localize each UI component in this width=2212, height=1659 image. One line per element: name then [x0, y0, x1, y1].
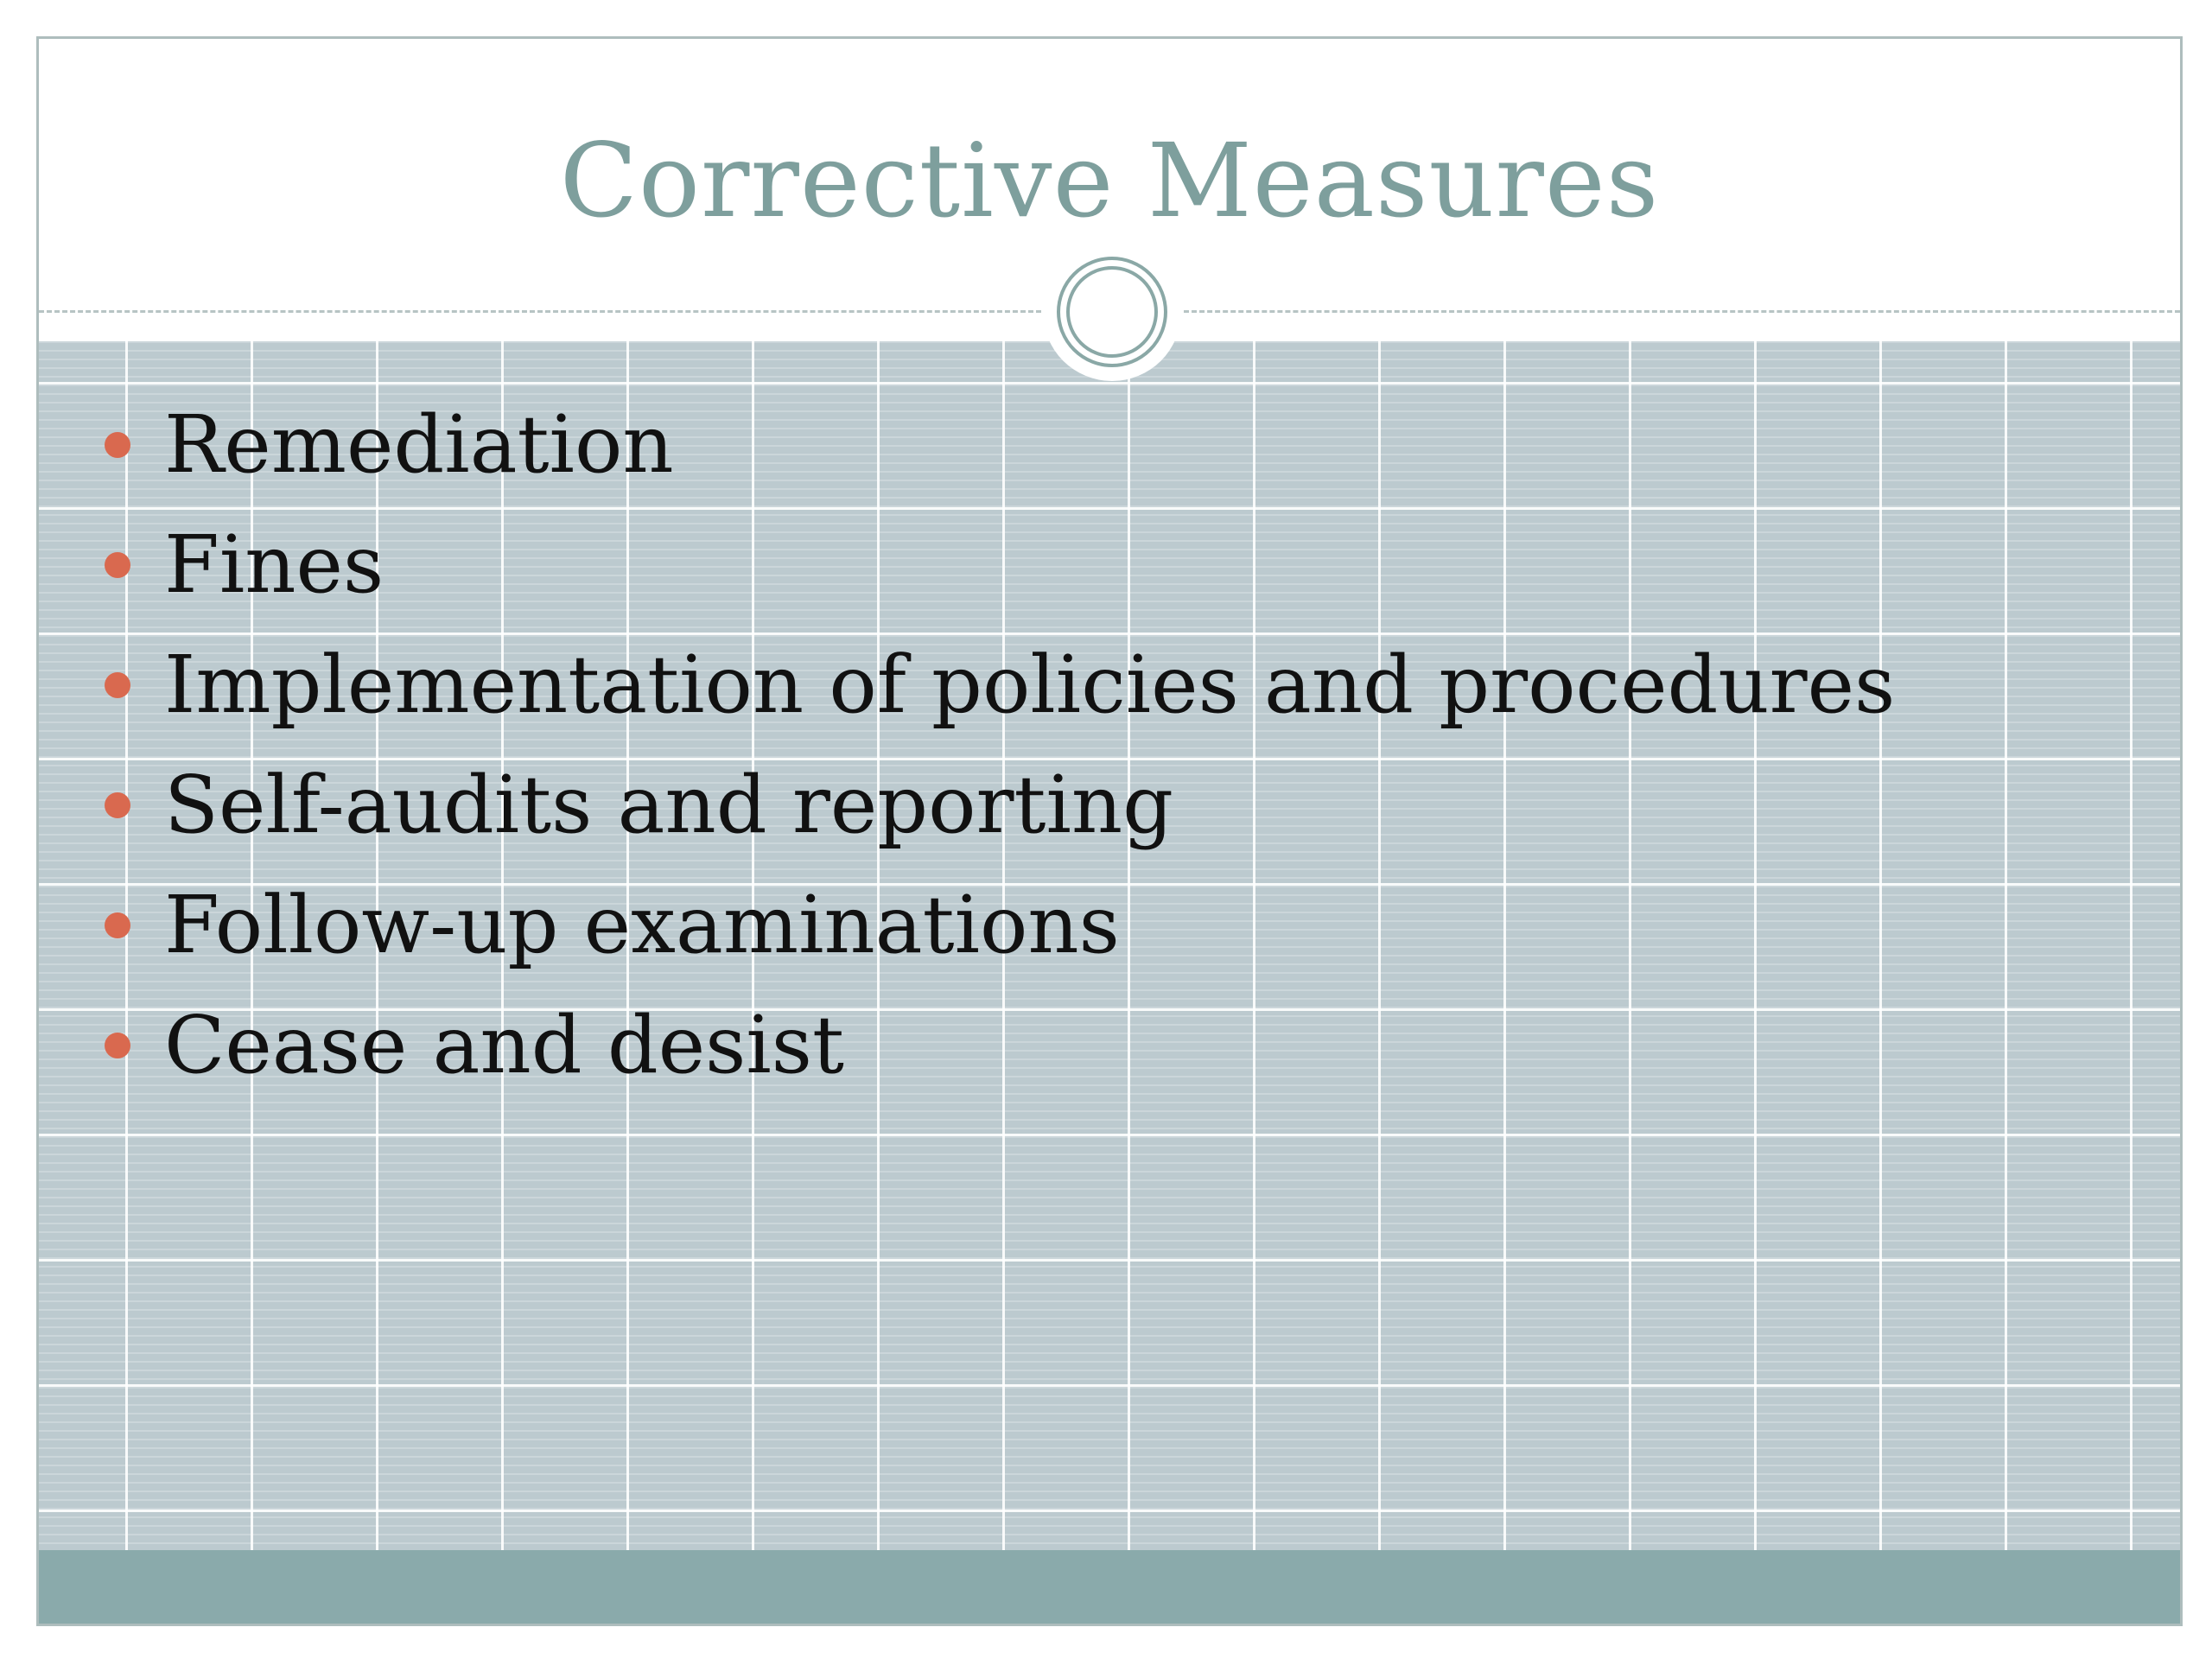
list-item — [39, 745, 2180, 865]
bullet-dot-icon — [105, 912, 130, 938]
bullet-text: Remediation — [164, 398, 674, 491]
bullet-text: Self-audits and reporting — [164, 759, 1174, 851]
bullet-text: Follow-up examinations — [164, 879, 1120, 971]
slide — [36, 36, 2183, 1626]
title-divider-right — [1184, 310, 2180, 313]
bullet-dot-icon — [105, 792, 130, 818]
list-item — [39, 505, 2180, 625]
list-item — [39, 385, 2180, 505]
footer-bar — [39, 1550, 2180, 1624]
list-item — [39, 865, 2180, 985]
bullet-dot-icon — [105, 1033, 130, 1058]
bullet-text: Cease and desist — [164, 999, 844, 1091]
bullet-text: Fines — [164, 518, 385, 611]
double-circle-ornament-icon — [1057, 257, 1167, 367]
bullet-text: Implementation of policies and procedures — [164, 639, 1896, 731]
title-divider-left — [39, 310, 1041, 313]
list-item — [39, 625, 2180, 745]
bullet-dot-icon — [105, 672, 130, 698]
bullet-list — [39, 385, 2180, 1105]
list-item — [39, 985, 2180, 1105]
bullet-dot-icon — [105, 552, 130, 578]
bullet-dot-icon — [105, 432, 130, 458]
slide-title: Corrective Measures — [559, 121, 1660, 240]
